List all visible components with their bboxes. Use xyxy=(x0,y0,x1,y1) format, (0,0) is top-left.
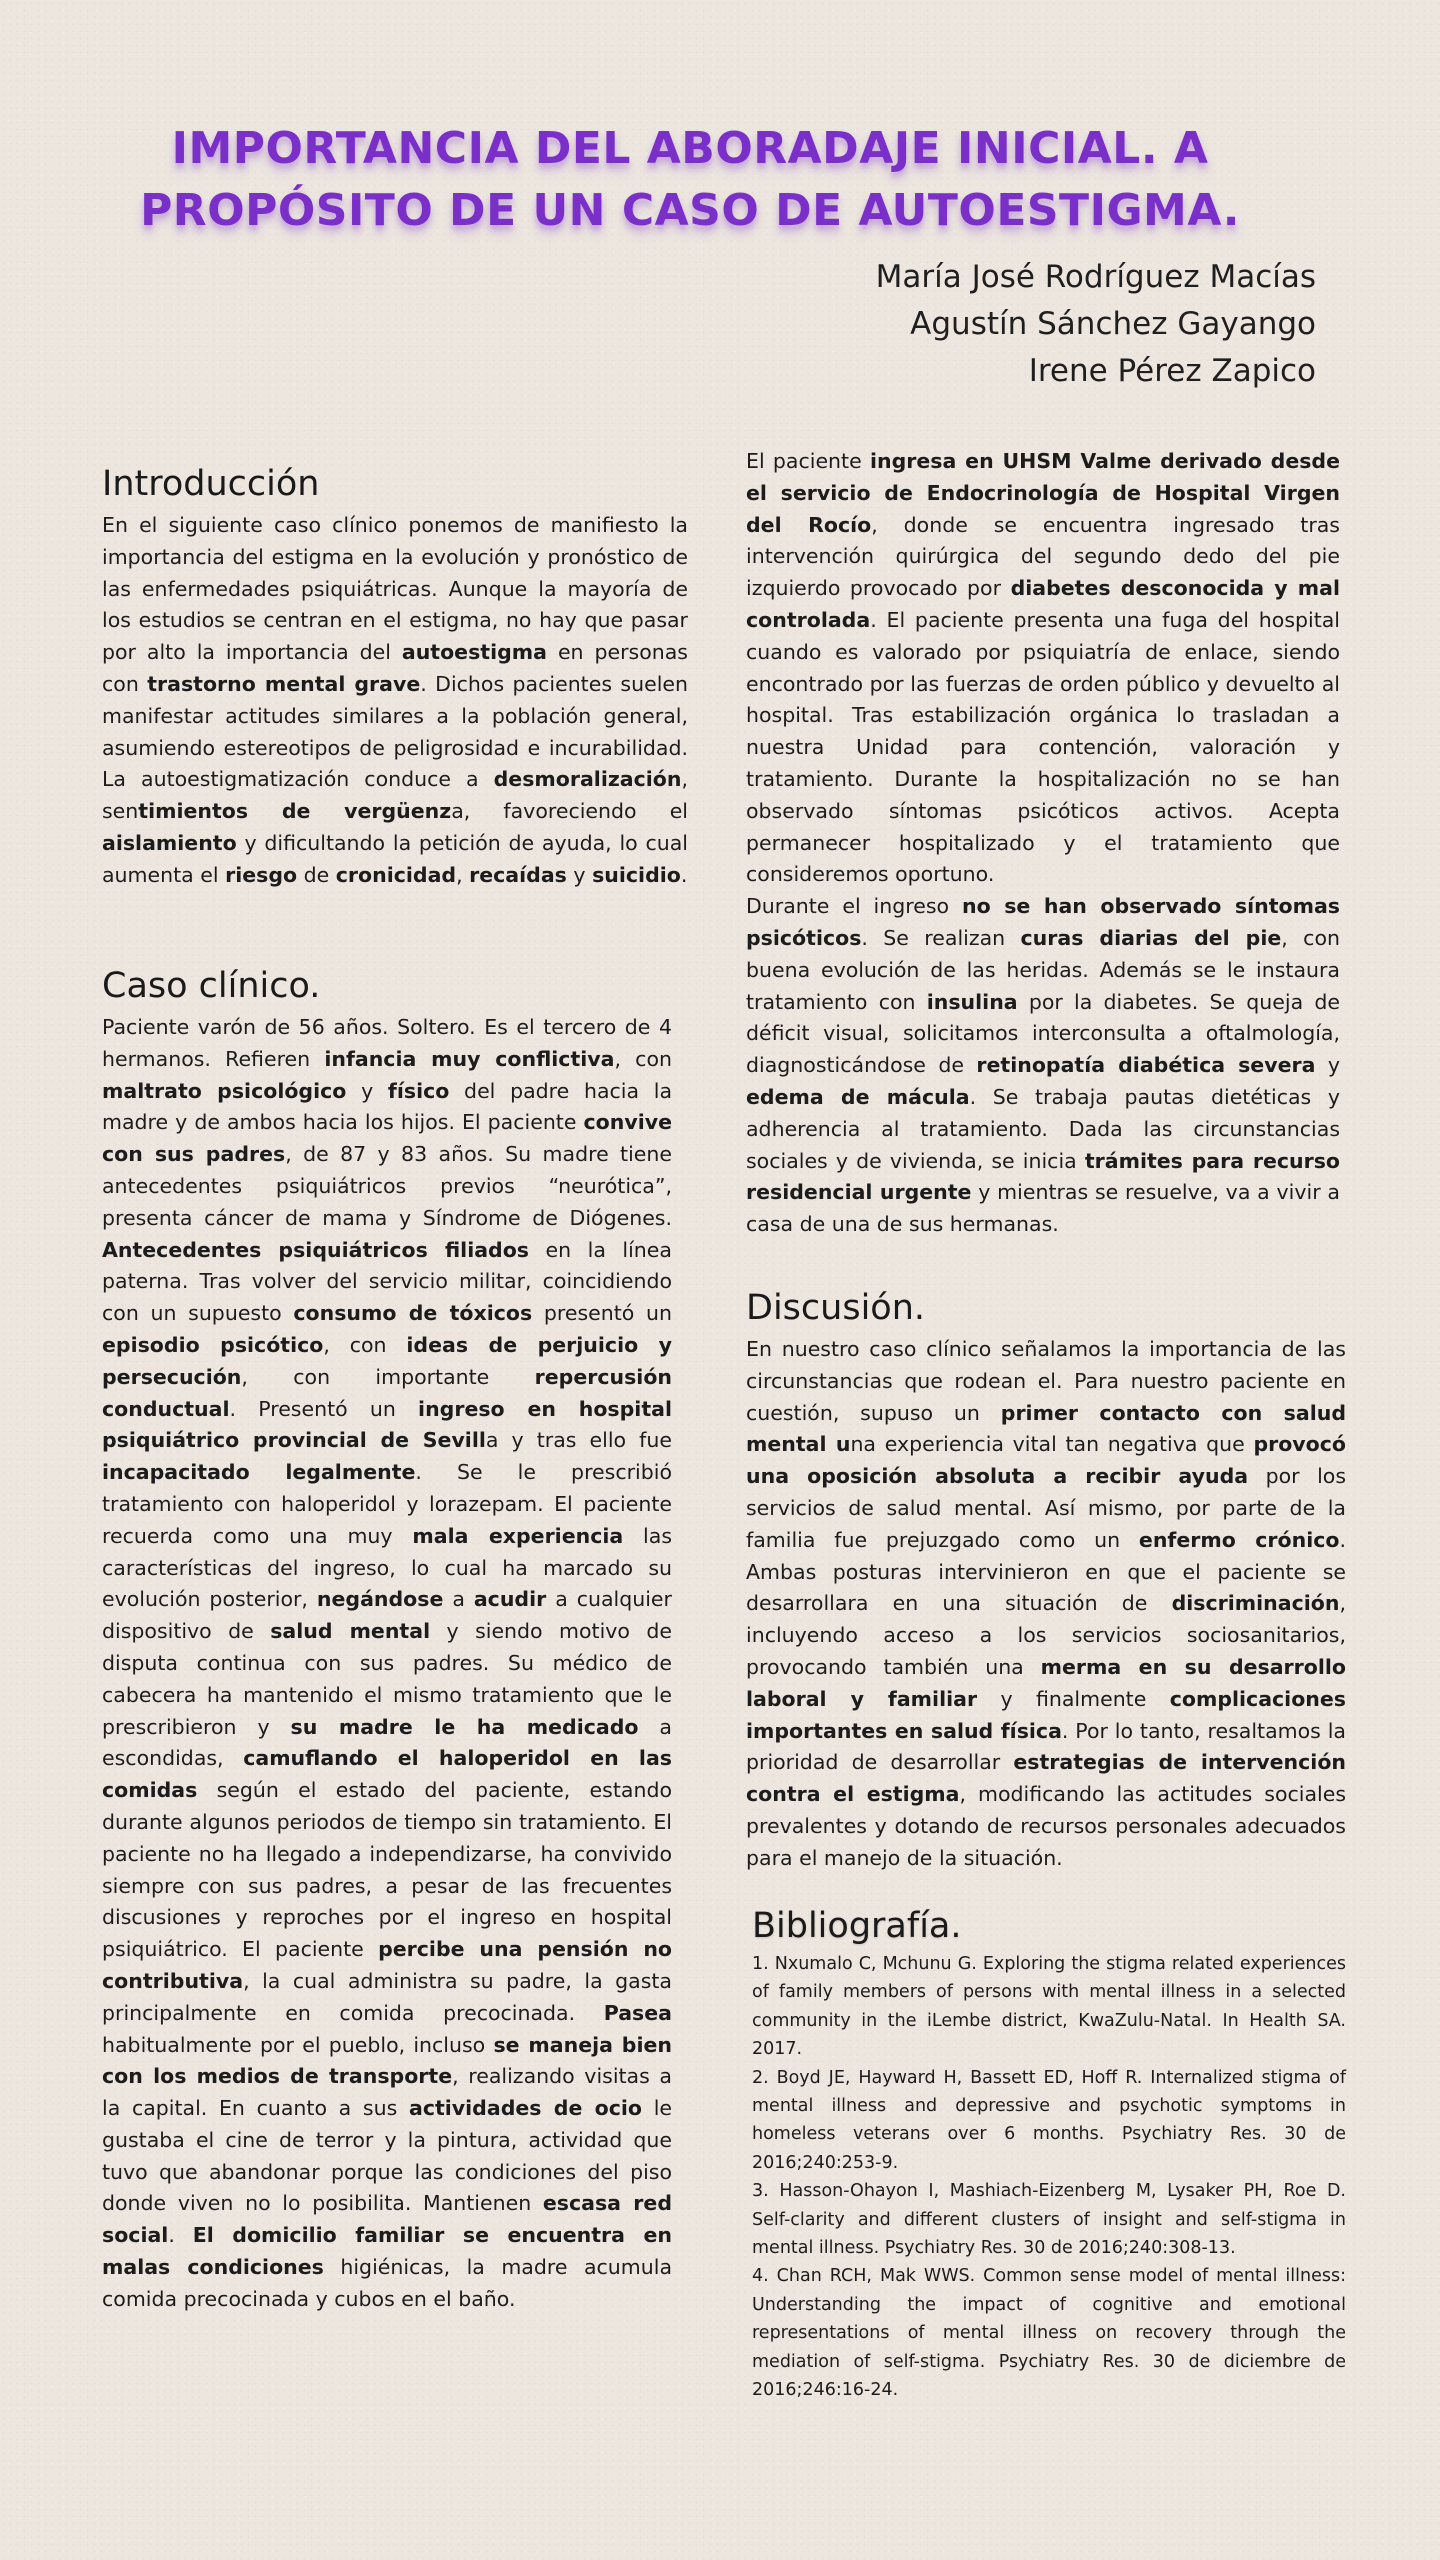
bold-phrase: primer contacto con salud mental u xyxy=(746,1400,1346,1457)
bibliografia-heading: Bibliografía. xyxy=(752,1906,962,1946)
discusion-heading: Discusión. xyxy=(746,1288,926,1328)
bold-phrase: Antecedentes psiquiátricos filiados xyxy=(102,1237,530,1262)
evolucion-paragraph-1: El paciente ingresa en UHSM Valme derivado desde el servicio de Endocrinología de Hospital Virgen del Rocío, donde se encuentra ingresado tras intervención quirúrgica del segundo dedo del pie izquierdo provocado por diabetes desconocida y mal controlada. El paciente presenta una fuga del hospital cuando es valorado por psiquiatría de enlace, siendo encontrado por las fuerzas de orden público y devuelto al hospital. Tras estabilización orgánica lo trasladan a nuestra Unidad para contención, valoración y tratamiento. Durante la hospitalización no se han observado síntomas psicóticos activos. Acepta permanecer hospitalizado y el tratamiento que consideremos oportuno. xyxy=(746,449,1341,887)
bold-phrase: retinopatía diabética severa xyxy=(976,1053,1316,1078)
bold-phrase: salud mental xyxy=(270,1619,431,1644)
evolucion-paragraph-2: Durante el ingreso no se han observado síntomas psicóticos. Se realizan curas diarias del pie, con buena evolución de las heridas. Además se le instaura tratamiento con insulina por la diabetes. Se queja de déficit visual, solicitamos interconsulta a oftalmología, diagnosticándose de retinopatía diabética severa y edema de mácula. Se trabaja pautas dietéticas y adherencia al tratamiento. Dada las circunstancias sociales y de vivienda, se inicia trámites para recurso residencial urgente y mientras se resuelve, va a vivir a casa de una de sus hermanas. xyxy=(746,894,1340,1237)
bold-phrase: se maneja bien con los medios de transporte xyxy=(102,2032,672,2089)
bold-phrase: insulina xyxy=(926,989,1018,1014)
bold-phrase: camuflando el haloperidol en las comidas xyxy=(102,1746,672,1803)
bold-phrase: físico xyxy=(387,1078,450,1103)
author-3: Irene Pérez Zapico xyxy=(1028,353,1316,389)
caso-clinico-heading: Caso clínico. xyxy=(102,966,321,1006)
bold-phrase: acudir xyxy=(473,1587,547,1612)
caso-clinico-text: Paciente varón de 56 años. Soltero. Es el tercero de 4 hermanos. Refieren infancia muy conflictiva, con maltrato psicológico y físico del padre hacia la madre y de ambos hacia los hijos. El paciente convive con sus padres, de 87 y 83 años. Su madre tiene antecedentes psiquiátricos previos “neurótica”, presenta cáncer de mama y Síndrome de Diógenes. Antecedentes psiquiátricos filiados en la línea paterna. Tras volver del servicio militar, coincidiendo con un supuesto consumo de tóxicos presentó un episodio psicótico, con ideas de perjuicio y persecución, con importante repercusión conductual. Presentó un ingreso en hospital psiquiátrico provincial de Sevilla y tras ello fue incapacitado legalmente. Se le prescribió tratamiento con haloperidol y lorazepam. El paciente recuerda como una muy mala experiencia las características del ingreso, lo cual ha marcado su evolución posterior, negándose a acudir a cualquier dispositivo de salud mental y siendo motivo de disputa continua con sus padres. Su médico de cabecera ha mantenido el mismo tratamiento que le prescribieron y su madre le ha medicado a escondidas, camuflando el haloperidol en las comidas según el estado del paciente, estando durante algunos periodos de tiempo sin tratamiento. El paciente no ha llegado a independizarse, ha convivido siempre con sus padres, a pesar de las frecuentes discusiones y reproches por el ingreso en hospital psiquiátrico. El paciente percibe una pensión no contributiva, la cual administra su padre, la gasta principalmente en comida precocinada. Pasea habitualmente por el pueblo, incluso se maneja bien con los medios de transporte, realizando visitas a la capital. En cuanto a sus actividades de ocio le gustaba el cine de terror y la pintura, actividad que tuvo que abandonar porque las condiciones del piso donde viven no lo posibilita. Mantienen escasa red social. El domicilio familiar se encuentra en malas condiciones higiénicas, la madre acumula comida precocinada y cubos en el baño. xyxy=(102,1015,673,2311)
bold-phrase: episodio psicótico xyxy=(102,1332,324,1357)
bold-phrase: mala experiencia xyxy=(412,1523,624,1548)
reference-4: 4. Chan RCH, Mak WWS. Common sense model of mental illness: Understanding the impact of cognitive and emotional representations of mental illness on recovery through the mediation of self-stigma. Psychiatry Res. 30 de diciembre de 2016;246:16-24. xyxy=(752,2266,1346,2401)
bold-phrase: recaídas xyxy=(469,862,567,887)
title-line-1: IMPORTANCIA DEL ABORADAJE INICIAL. A xyxy=(171,123,1209,174)
bold-phrase: provocó una oposición absoluta a recibir ayuda xyxy=(746,1432,1346,1489)
discusion-section xyxy=(746,1286,1346,1875)
evolucion-section xyxy=(746,446,1340,1241)
bold-phrase: ingresa en UHSM Valme derivado desde el servicio de Endocrinología de Hospital Virgen del Rocío xyxy=(746,449,1341,537)
bold-phrase: estrategias de intervención contra el estigma xyxy=(746,1750,1347,1807)
bibliografia-section xyxy=(752,1904,1346,2405)
bold-phrase: no se han observado síntomas psicóticos xyxy=(746,894,1340,950)
reference-3: 3. Hasson-Ohayon I, Mashiach-Eizenberg M, Lysaker PH, Roe D. Self-clarity and different clusters of insight and self-stigma in mental illness. Psychiatry Res. 30 de 2016;240:308-13. xyxy=(752,2181,1346,2259)
bold-phrase: ideas de perjuicio y persecución xyxy=(102,1332,673,1389)
bold-phrase: cronicidad xyxy=(335,862,457,887)
bold-phrase: trastorno mental grave xyxy=(147,671,421,696)
bold-phrase: aislamiento xyxy=(102,830,237,855)
introduccion-heading: Introducción xyxy=(102,464,320,504)
discusion-text: En nuestro caso clínico señalamos la importancia de las circunstancias que rodean el. Para nuestro paciente en cuestión, supuso un primer contacto con salud mental una experiencia vital tan negativa que provocó una oposición absoluta a recibir ayuda por los servicios de salud mental. Así mismo, por parte de la familia fue prejuzgado como un enfermo crónico. Ambas posturas intervinieron en que el paciente se desarrollara en una situación de discriminación, incluyendo acceso a los servicios sociosanitarios, provocando también una merma en su desarrollo laboral y familiar y finalmente complicaciones importantes en salud física. Por lo tanto, resaltamos la prioridad de desarrollar estrategias de intervención contra el estigma, modificando las actitudes sociales prevalentes y dotando de recursos personales adecuados para el manejo de la situación. xyxy=(746,1337,1347,1870)
author-list xyxy=(876,254,1316,395)
author-1: María José Rodríguez Macías xyxy=(875,259,1316,295)
reference-2: 2. Boyd JE, Hayward H, Bassett ED, Hoff R. Internalized stigma of mental illness and depressive and psychotic symptoms in homeless veterans over 6 months. Psychiatry Res. 30 de 2016;240:253-9. xyxy=(752,2067,1346,2173)
bold-phrase: desmoralización xyxy=(493,767,682,792)
bold-phrase: negándose xyxy=(316,1587,444,1612)
author-2: Agustín Sánchez Gayango xyxy=(910,306,1316,342)
bold-phrase: diabetes desconocida y mal controlada xyxy=(746,576,1340,632)
bold-phrase: autoestigma xyxy=(401,640,547,665)
introduccion-text: En el siguiente caso clínico ponemos de manifiesto la importancia del estigma en la evolución y pronóstico de las enfermedades psiquiátricas. Aunque la mayoría de los estudios se centran en el estigma, no hay que pasar por alto la importancia del autoestigma en personas con trastorno mental grave. Dichos pacientes suelen manifestar actitudes similares a la población general, asumiendo estereotipos de peligrosidad e incurabilidad. La autoestigmatización conduce a desmoralización, sentimientos de vergüenza, favoreciendo el aislamiento y dificultando la petición de ayuda, lo cual aumenta el riesgo de cronicidad, recaídas y suicidio. xyxy=(102,513,688,887)
bibliografia-list xyxy=(752,1950,1346,2405)
poster-title xyxy=(120,118,1260,242)
bold-phrase: enfermo crónico xyxy=(1138,1527,1340,1552)
bold-phrase: discriminación xyxy=(1171,1591,1340,1616)
bold-phrase: suicidio xyxy=(592,862,681,887)
bold-phrase: incapacitado legalmente xyxy=(102,1460,416,1485)
bold-phrase: Pasea xyxy=(603,2000,672,2025)
caso-clinico-section xyxy=(102,964,672,2316)
bold-phrase: convive con sus padres xyxy=(102,1110,672,1167)
bold-phrase: ingreso en hospital psiquiátrico provincial de Sevill xyxy=(102,1396,672,1453)
bold-phrase: actividades de ocio xyxy=(408,2096,643,2121)
bold-phrase: infancia muy conflictiva xyxy=(324,1046,615,1071)
bold-phrase: trámites para recurso residencial urgente xyxy=(746,1148,1340,1205)
bold-phrase: El domicilio familiar se encuentra en malas condiciones xyxy=(102,2223,672,2280)
bold-phrase: curas diarias del pie xyxy=(1020,925,1282,950)
bold-phrase: percibe una pensión no contributiva xyxy=(102,1937,673,1993)
title-line-2: PROPÓSITO DE UN CASO DE AUTOESTIGMA. xyxy=(140,185,1240,236)
bold-phrase: escasa red social xyxy=(102,2191,672,2248)
reference-1: 1. Nxumalo C, Mchunu G. Exploring the stigma related experiences of family members of persons with mental illness in a selected community in the iLembe district, KwaZulu-Natal. In Health SA. 2017. xyxy=(752,1954,1346,2060)
bold-phrase: edema de mácula xyxy=(746,1084,970,1109)
bold-phrase: timientos de vergüenz xyxy=(138,799,452,824)
bold-phrase: merma en su desarrollo laboral y familiar xyxy=(746,1654,1346,1711)
bold-phrase: repercusión conductual xyxy=(102,1364,672,1421)
introduccion-section xyxy=(102,462,688,892)
bold-phrase: riesgo xyxy=(225,862,298,887)
bold-phrase: maltrato psicológico xyxy=(102,1078,347,1103)
bold-phrase: consumo de tóxicos xyxy=(293,1301,533,1326)
bold-phrase: su madre le ha medicado xyxy=(290,1714,639,1739)
bold-phrase: complicaciones importantes en salud física xyxy=(746,1686,1346,1743)
